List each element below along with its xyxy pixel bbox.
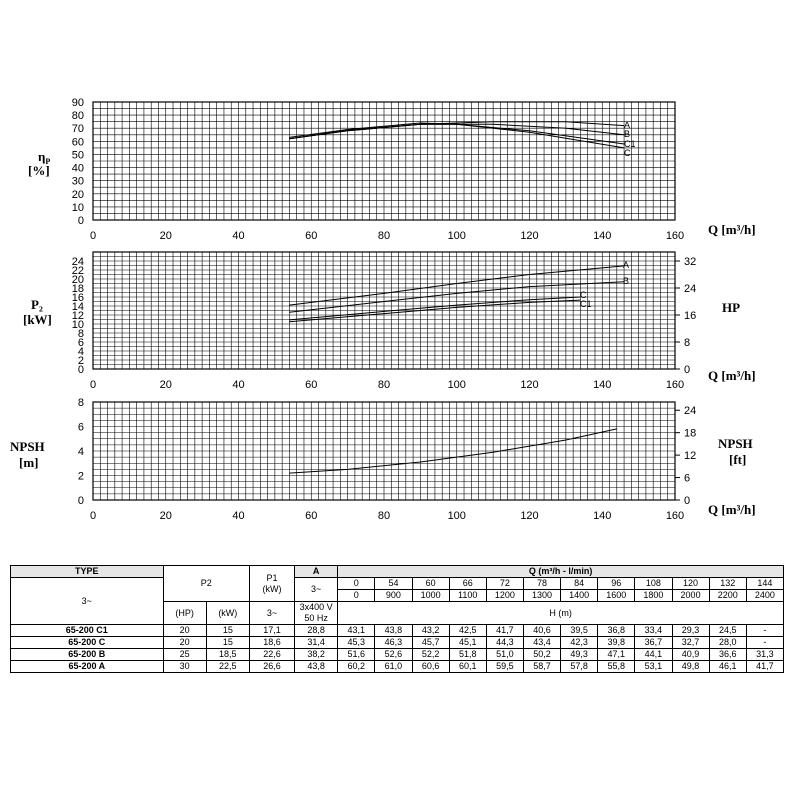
eff-ytick: 50 [71,149,84,162]
eff-xtick: 60 [305,230,318,242]
kw-cell: 22,5 [206,661,249,673]
npsh-ytick-right: 0 [684,495,691,507]
q-m3h-cell: 108 [635,578,672,590]
h-cell: 44,1 [635,649,672,661]
pow-ylabel-right: HP [722,300,741,315]
type-cell: 65-200 B [11,649,164,661]
pow-xtick: 0 [89,379,97,391]
q-lmin-cell: 2400 [746,590,783,602]
pow-ylabel-unit: [kW] [23,312,52,327]
eff-ytick: 10 [71,201,84,214]
h-cell: 52,2 [412,649,449,661]
eff-ytick: 20 [71,188,84,201]
pow-ytick: 24 [71,256,84,268]
pow-ytick-right: 8 [684,337,691,350]
pow-ytick-right: 16 [684,310,697,323]
p1-header: P1 (kW) [249,566,294,602]
p1-cell: 22,6 [249,649,294,661]
h-cell: 41,7 [486,625,523,637]
voltage-freq: 3x400 V 50 Hz [295,602,338,625]
type-phase: 3~ [11,578,164,625]
hp-cell: 30 [163,661,206,673]
q-lmin-cell: 1000 [412,590,449,602]
eff-xtick: 0 [89,230,97,242]
q-m3h-cell: 72 [486,578,523,590]
npsh-xtick: 140 [593,510,612,522]
h-cell: 51,8 [449,649,486,661]
pow-xtick: 80 [377,379,391,391]
kw-cell: 15 [206,625,249,637]
pow-ytick: 0 [77,364,84,376]
p1-cell: 18,6 [249,637,294,649]
h-cell: 50,2 [523,649,560,661]
pow-ytick: 2 [77,355,84,367]
npsh-ytick: 4 [77,446,84,458]
eff-xtick: 20 [159,230,172,242]
q-m3h-cell: 0 [338,578,375,590]
q-lmin-cell: 1200 [486,590,523,602]
npsh-xlabel: Q [m³/h] [708,502,756,517]
h-cell: 31,3 [746,649,783,661]
pow-xtick: 100 [447,379,466,391]
eff-series-label-c: C [624,148,631,158]
eff-ytick: 80 [71,110,84,123]
npsh-ytick-right: 12 [684,450,697,463]
h-cell: 43,4 [523,637,560,649]
performance-table [10,565,784,673]
h-cell: 47,1 [598,649,635,661]
h-cell: 42,5 [449,625,486,637]
hp-cell: 25 [163,649,206,661]
npsh-ytick: 8 [77,397,84,409]
pow-ytick: 14 [71,301,84,313]
h-cell: 33,4 [635,625,672,637]
q-lmin-cell: 900 [375,590,412,602]
eff-ytick: 40 [71,162,84,175]
q-lmin-cell: 1300 [523,590,560,602]
h-cell: 53,1 [635,661,672,673]
h-cell: 51,6 [338,649,375,661]
a-cell: 38,2 [295,649,338,661]
eff-xtick: 120 [520,230,539,242]
h-cell: 55,8 [598,661,635,673]
a-cell: 28,8 [295,625,338,637]
table-row [11,625,784,637]
eff-ylabel-unit: [%] [28,163,50,178]
kw-cell: 18,5 [206,649,249,661]
h-cell: 60,6 [412,661,449,673]
power-chart [72,252,697,391]
q-lmin-cell: 0 [338,590,375,602]
npsh-xtick: 120 [520,510,539,522]
h-cell: 29,3 [672,625,709,637]
npsh-xtick: 100 [447,510,466,522]
eff-xtick: 160 [665,230,685,242]
pow-series-label-c1: C1 [580,299,592,309]
pow-ytick-right: 24 [684,283,697,296]
type-header: TYPE [11,566,164,578]
npsh-xtick: 80 [377,510,391,522]
h-cell: 36,7 [635,637,672,649]
h-cell: - [746,637,783,649]
kw-unit: (kW) [206,602,249,625]
pow-ytick-right: 0 [684,364,691,376]
q-m3h-cell: 96 [598,578,635,590]
p1-cell: 17,1 [249,625,294,637]
q-lmin-cell: 1800 [635,590,672,602]
q-lmin-cell: 1600 [598,590,635,602]
pow-series-label-c: C [580,290,587,300]
pow-xtick: 60 [305,379,318,391]
p1-cell: 26,6 [249,661,294,673]
h-cell: 36,8 [598,625,635,637]
pow-series-label-b: B [623,276,630,286]
eff-series-label-c1: C1 [624,139,636,149]
q-m3h-cell: 144 [746,578,783,590]
p2-header: P2 [163,566,249,602]
h-cell: 58,7 [523,661,560,673]
h-cell: 49,8 [672,661,709,673]
npsh-ylabel-left: NPSH [10,439,45,454]
a-cell: 31,4 [295,637,338,649]
h-cell: 32,7 [672,637,709,649]
h-cell: 24,5 [709,625,746,637]
q-m3h-cell: 120 [672,578,709,590]
eff-xtick: 100 [447,230,466,242]
npsh-chart [78,397,696,522]
eff-xlabel: Q [m³/h] [708,222,756,237]
h-cell: 51,0 [486,649,523,661]
h-cell: - [746,625,783,637]
h-cell: 46,3 [375,637,412,649]
pow-ytick: 16 [71,292,84,304]
h-cell: 36,6 [709,649,746,661]
eff-ytick: 0 [77,215,84,227]
pow-ytick: 4 [77,346,84,358]
eff-xtick: 80 [377,230,391,242]
h-cell: 40,6 [523,625,560,637]
a-phase: 3~ [295,578,338,602]
kw-cell: 15 [206,637,249,649]
type-cell: 65-200 C [11,637,164,649]
a-cell: 43,8 [295,661,338,673]
npsh-ylabel-right: NPSH [718,436,753,451]
h-cell: 40,9 [672,649,709,661]
hp-unit: (HP) [163,602,206,625]
eff-ytick: 70 [71,123,84,136]
npsh-ytick: 2 [77,470,84,483]
npsh-xtick: 160 [665,510,685,522]
pow-xtick: 160 [665,379,685,391]
h-cell: 59,5 [486,661,523,673]
h-cell: 43,1 [338,625,375,637]
npsh-ytick: 0 [77,495,84,507]
h-cell: 41,7 [746,661,783,673]
eff-ytick: 60 [71,136,84,149]
eff-series-label-a: A [624,120,631,130]
h-cell: 39,5 [561,625,598,637]
h-cell: 60,1 [449,661,486,673]
h-cell: 28,0 [709,637,746,649]
pow-ytick: 8 [77,328,84,340]
q-m3h-cell: 78 [523,578,560,590]
pow-ytick: 22 [71,265,84,277]
eff-xtick: 40 [232,230,245,242]
h-cell: 49,3 [561,649,598,661]
q-lmin-cell: 2200 [709,590,746,602]
h-cell: 42,3 [561,637,598,649]
npsh-ytick-right: 24 [684,405,697,418]
q-lmin-cell: 1400 [561,590,598,602]
pow-ytick: 12 [71,310,84,322]
eff-xtick: 140 [593,230,612,242]
q-m3h-cell: 60 [412,578,449,590]
pow-series-label-a: A [623,260,630,270]
pow-ytick: 6 [77,337,84,349]
h-cell: 45,3 [338,637,375,649]
npsh-ylabel-unit: [m] [19,455,39,470]
h-cell: 45,1 [449,637,486,649]
pow-xlabel: Q [m³/h] [708,368,756,383]
efficiency-chart [72,97,684,242]
h-cell: 43,2 [412,625,449,637]
h-header: H (m) [338,602,784,625]
h-cell: 60,2 [338,661,375,673]
npsh-ytick-right: 6 [684,472,691,485]
pow-xtick: 40 [232,379,245,391]
h-cell: 46,1 [709,661,746,673]
eff-ytick: 30 [71,175,84,188]
eff-ytick: 90 [71,97,84,109]
npsh-ytick: 6 [77,421,84,434]
q-lmin-cell: 2000 [672,590,709,602]
q-lmin-cell: 1100 [449,590,486,602]
hp-cell: 20 [163,625,206,637]
q-header: Q (m³/h - l/min) [338,566,784,578]
pow-xtick: 140 [593,379,612,391]
pow-xtick: 20 [159,379,172,391]
table-row [11,637,784,649]
table-row [11,649,784,661]
pow-ylabel-symbol: P₂ [31,297,43,312]
npsh-xtick: 0 [89,510,97,522]
eff-series-label-b: B [624,129,631,139]
npsh-xtick: 40 [232,510,245,522]
npsh-ylabel-right-unit: [ft] [729,452,747,467]
npsh-xtick: 20 [159,510,172,522]
h-cell: 45,7 [412,637,449,649]
q-m3h-cell: 54 [375,578,412,590]
pow-ytick: 18 [71,283,84,295]
q-m3h-cell: 132 [709,578,746,590]
npsh-xtick: 60 [305,510,318,522]
h-cell: 43,8 [375,625,412,637]
npsh-ytick-right: 18 [684,427,697,440]
pow-xtick: 120 [520,379,539,391]
hp-cell: 20 [163,637,206,649]
table-row [11,661,784,673]
p1-phase: 3~ [249,602,294,625]
pow-ytick: 20 [71,274,84,286]
type-cell: 65-200 C1 [11,625,164,637]
h-cell: 44,3 [486,637,523,649]
a-header: A [295,566,338,578]
h-cell: 61,0 [375,661,412,673]
eff-ylabel-symbol: $\eta_P$ [38,149,51,166]
pow-ytick-right: 32 [684,256,697,269]
pow-ytick: 10 [71,319,84,331]
type-cell: 65-200 A [11,661,164,673]
q-m3h-cell: 66 [449,578,486,590]
h-cell: 39,8 [598,637,635,649]
h-cell: 52,6 [375,649,412,661]
h-cell: 57,8 [561,661,598,673]
q-m3h-cell: 84 [561,578,598,590]
